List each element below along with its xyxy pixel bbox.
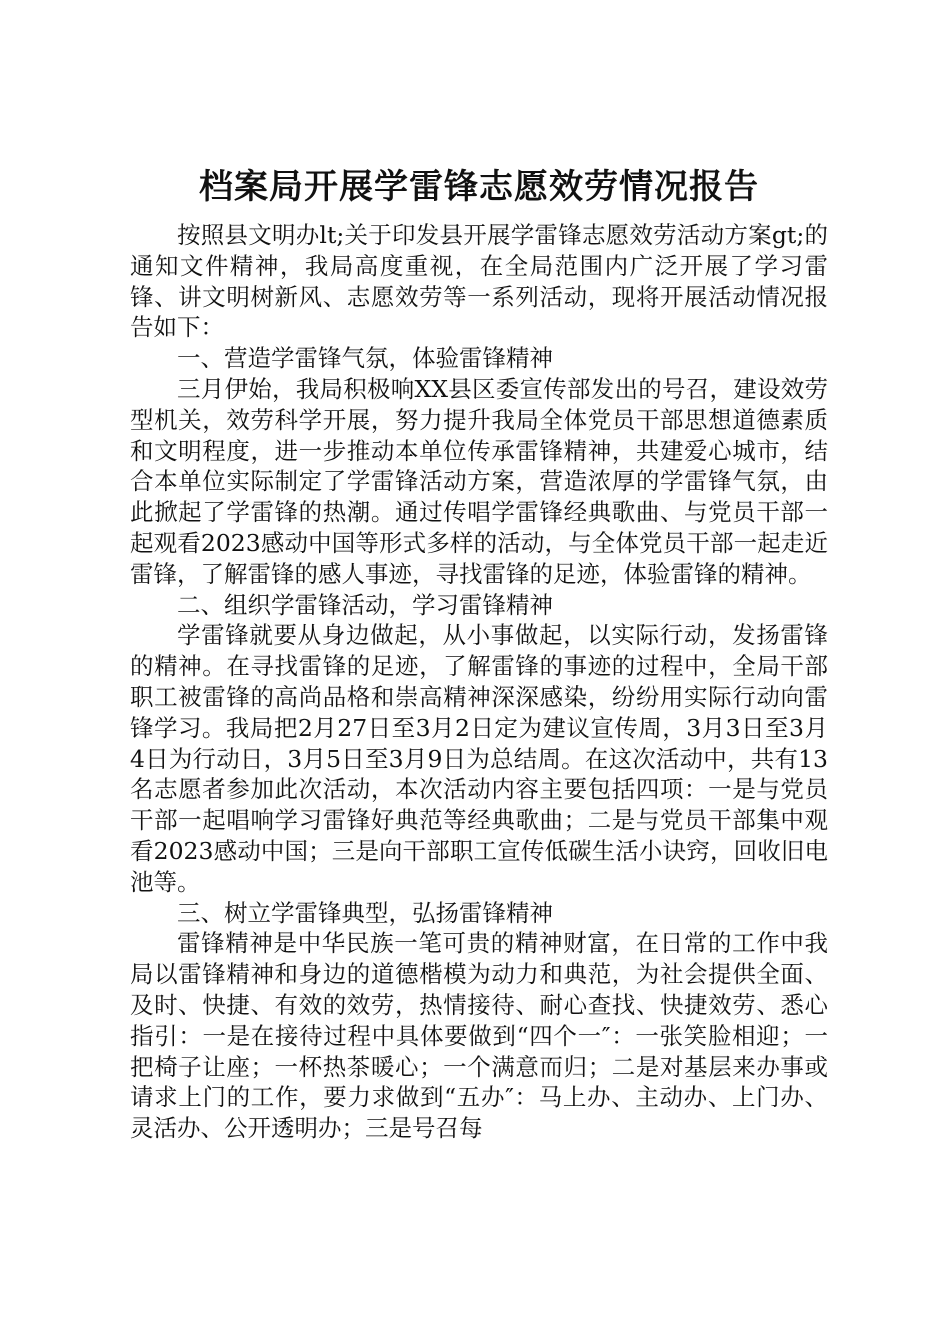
paragraph-intro: 按照县文明办lt;关于印发县开展学雷锋志愿效劳活动方案gt;的通知文件精神，我局高度重视，在全局范围内广泛开展了学习雷锋、讲文明树新风、志愿效劳等一系列活动，现将开展活动情况报告如下： [130, 221, 828, 342]
paragraph-section-3: 雷锋精神是中华民族一笔可贵的精神财富，在日常的工作中我局以雷锋精神和身边的道德楷模为动力和典范，为社会提供全面、及时、快捷、有效的效劳，热情接待、耐心查找、快捷效劳、悉心指引：一是在接待过程中具体要做到“四个一″：一张笑脸相迎；一把椅子让座；一杯热茶暖心；一个满意而归；二是对基层来办事或请求上门的工作，要力求做到“五办″：马上办、主动办、上门办、灵活办、公开透明办；三是号召每 [130, 929, 828, 1143]
section-heading-1: 一、营造学雷锋气氛，体验雷锋精神 [177, 344, 553, 373]
paragraph-section-2: 学雷锋就要从身边做起，从小事做起，以实际行动，发扬雷锋的精神。在寻找雷锋的足迹，了解雷锋的事迹的过程中，全局干部职工被雷锋的高尚品格和崇高精神深深感染，纷纷用实际行动向雷锋学习。我局把2月27日至3月2日定为建议宣传周，3月3日至3月4日为行动日，3月5日至3月9日为总结周。在这次活动中，共有13名志愿者参加此次活动，本次活动内容主要包括四项：一是与党员干部一起唱响学习雷锋好典范等经典歌曲；二是与党员干部集中观看2023感动中国；三是向干部职工宣传低碳生活小诀窍，回收旧电池等。 [130, 621, 828, 896]
paragraph-section-1: 三月伊始，我局积极响XX县区委宣传部发出的号召，建设效劳型机关，效劳科学开展，努力提升我局全体党员干部思想道德素质和文明程度，进一步推动本单位传承雷锋精神，共建爱心城市，结合本单位实际制定了学雷锋活动方案，营造浓厚的学雷锋气氛，由此掀起了学雷锋的热潮。通过传唱学雷锋经典歌曲、与党员干部一起观看2023感动中国等形式多样的活动，与全体党员干部一起走近雷锋，了解雷锋的感人事迹，寻找雷锋的足迹，体验雷锋的精神。 [130, 374, 828, 588]
document-title: 档案局开展学雷锋志愿效劳情况报告 [199, 167, 759, 207]
document-body [130, 220, 828, 1144]
section-heading-2: 二、组织学雷锋活动，学习雷锋精神 [177, 590, 553, 619]
section-heading-3: 三、树立学雷锋典型，弘扬雷锋精神 [177, 898, 553, 927]
